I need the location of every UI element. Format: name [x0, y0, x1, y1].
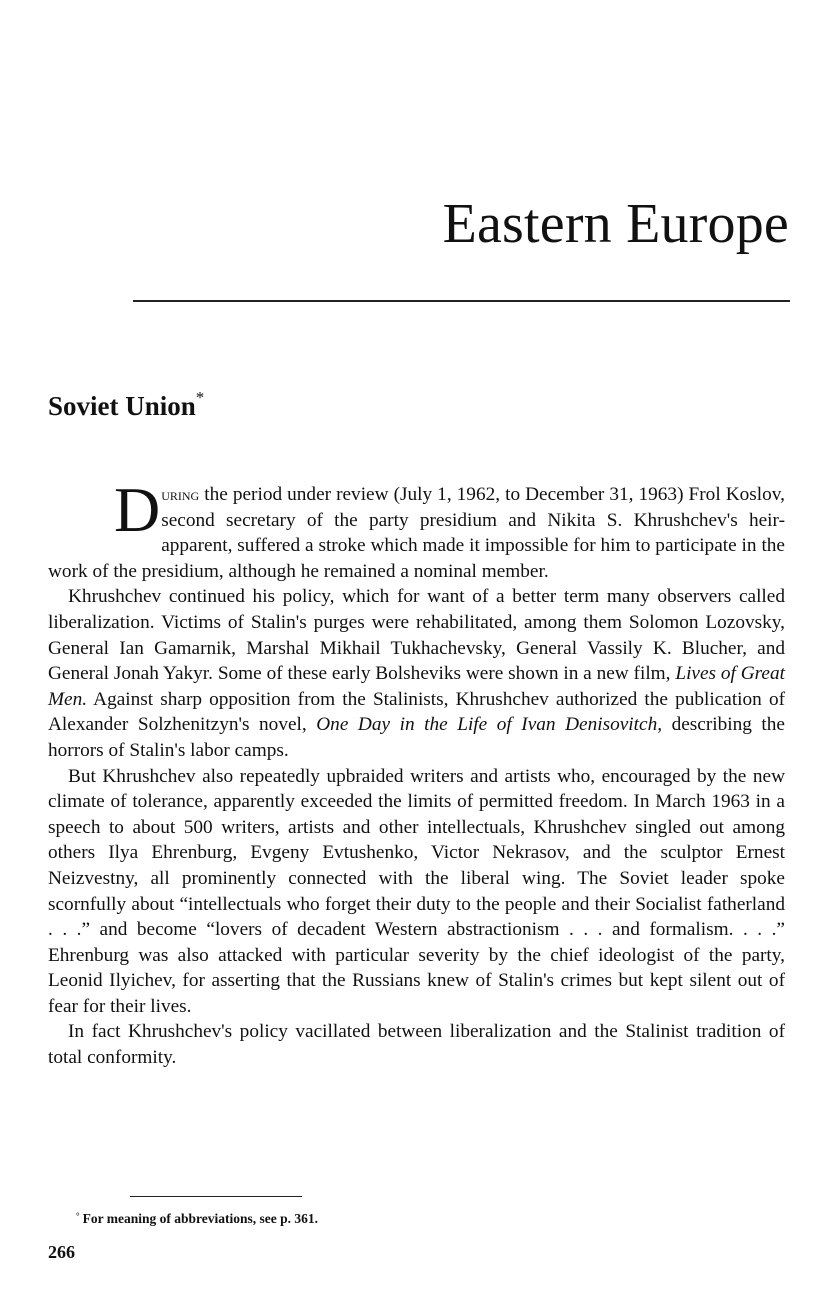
paragraph-1-text: the period under review (July 1, 1962, to December 31, 1963) Frol Koslov, second secretary of the party presidium and Nikita S. Khrushchev's heir-apparent, suffered a stroke which made it impossible for him to participate in the work of the presidium, although he remained a nominal member. [48, 484, 785, 582]
paragraph-4: In fact Khrushchev's policy vacillated between liberalization and the Stalinist tradition of total conformity. [48, 1021, 785, 1069]
footnote-divider [130, 1196, 302, 1197]
paragraph-2-text-c: describing the horrors of Stalin's labor camps. [48, 714, 785, 761]
drop-cap: D [114, 474, 161, 545]
paragraph-2-text-a: Khrushchev continued his policy, which for want of a better term many observers called liberalization. Victims of Stalin's purges were rehabilitated, among them Solomon Lozovsky, General Ian Gamarnik, Marshal Mikhail Tukhachevsky, General Vassily K. Blucher, and General Jonah Yakyr. Some of these early Bolsheviks were shown in a new film, [48, 586, 785, 685]
paragraph-2-text-b: Against sharp opposition from the Stalinists, Khrushchev authorized the publication of Alexander Solzhenitzyn's novel, [48, 688, 785, 736]
footnote-marker: ° [76, 1211, 80, 1221]
novel-title: One Day in the Life of Ivan Denisovitch, [316, 714, 663, 736]
lead-smallcaps: uring [161, 485, 200, 504]
section-heading [48, 390, 204, 422]
section-footnote-marker: * [195, 388, 205, 407]
paragraph-2 [48, 584, 785, 763]
film-title: Lives of Great Men. [48, 663, 785, 710]
footnote-text: For meaning of abbreviations, see p. 361. [82, 1211, 318, 1226]
footnote [76, 1211, 318, 1227]
section-heading-text: Soviet Union [48, 391, 196, 421]
article-body [48, 474, 785, 1071]
paragraph-3: But Khrushchev also repeatedly upbraided writers and artists who, encouraged by the new climate of tolerance, apparently exceeded the limits of permitted freedom. In March 1963 in a speech to about 500 writers, artists and other intellectuals, Khrushchev singled out among others Ilya Ehrenburg, Evgeny Evtushenko, Victor Nekrasov, and the sculptor Ernest Neizvestny, all prominently connected with the liberal wing. The Soviet leader spoke scornfully about “intellectuals who forget their duty to the people and their Socialist fatherland . . .” and become “lovers of decadent Western abstractionism . . . and formalism. . . .” Ehrenburg was also attacked with particular severity by the chief ideologist of the party, Leonid Ilyichev, for asserting that the Russians knew of Stalin's crimes but kept silent out of fear for their lives. [48, 765, 785, 1017]
title-divider [133, 300, 790, 302]
chapter-title: Eastern Europe [442, 193, 789, 255]
paragraph-1 [48, 474, 785, 584]
page-number: 266 [48, 1242, 75, 1262]
